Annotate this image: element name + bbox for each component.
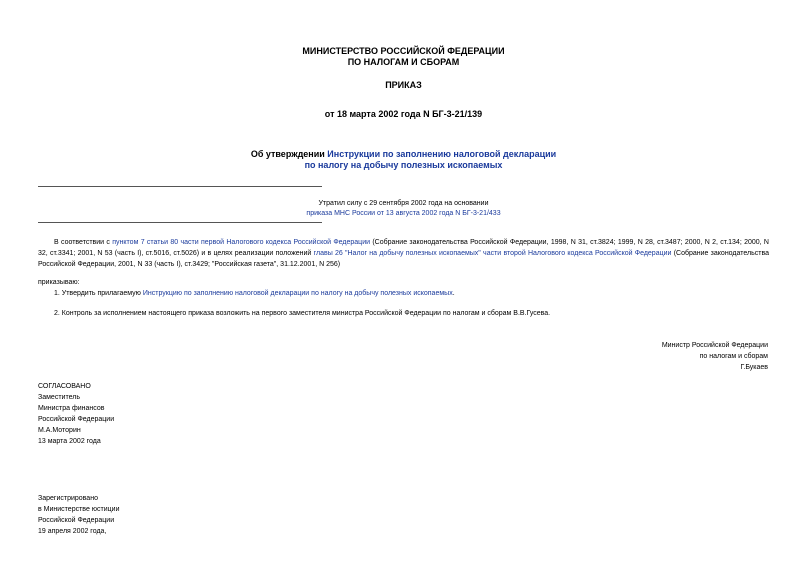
order-item-1-end: . [452, 290, 455, 297]
status-link-order[interactable]: приказа МНС России от 13 августа 2002 года N БГ-3-21/433 [306, 210, 501, 217]
link-tax-code-article-80[interactable]: пунктом 7 статьи 80 части первой Налогового кодекса Российской Федерации [112, 239, 371, 246]
document-title-line2 [0, 160, 807, 171]
preamble-text-3: (Собрание законодательства Российской Федерации, 2001, N 33 (часть I), ст.3429; "Российская газета", 31.12.2001, N 256) [38, 250, 770, 268]
document-date: от 18 марта 2002 года N БГ-3-21/139 [324, 109, 483, 119]
agreed-line-6: 13 марта 2002 года [38, 438, 101, 445]
link-instruction[interactable]: Инструкцию по заполнению налоговой декларации по налогу на добычу полезных ископаемых [142, 290, 453, 297]
order-word: приказываю: [38, 279, 80, 286]
preamble-text-1: В соответствии с [54, 239, 113, 246]
signature-line-1: Министр Российской Федерации [661, 342, 768, 349]
document-type: ПРИКАЗ [385, 80, 422, 90]
agreed-line-4: Российской Федерации [38, 416, 115, 423]
agreed-line-1: СОГЛАСОВАНО [38, 383, 91, 390]
signature-line-3: Г.Букаев [740, 364, 768, 371]
title-prefix: Об утверждении [250, 149, 328, 159]
registered-line-4: 19 апреля 2002 года, [38, 528, 107, 535]
signature-block [662, 340, 768, 373]
title-link-instruction[interactable]: Инструкции по заполнению налоговой декларации [327, 149, 557, 159]
agreed-line-3: Министра финансов [38, 405, 105, 412]
agreed-line-2: Заместитель [38, 394, 80, 401]
registered-line-1: Зарегистрировано [38, 495, 98, 502]
signature-line-2: по налогам и сборам [699, 353, 768, 360]
order-item-1-text: 1. Утвердить прилагаемую [54, 290, 143, 297]
agreed-line-5: М.А.Моторин [38, 427, 81, 434]
status-line: Утратил силу с 29 сентября 2002 года на основании [318, 200, 489, 207]
registered-block [38, 493, 119, 537]
registered-line-3: Российской Федерации [38, 517, 115, 524]
agreed-block [38, 381, 114, 447]
status-link-wrap [0, 209, 807, 219]
order-item-2: 2. Контроль за исполнением настоящего приказа возложить на первого заместителя министра Российской Федерации по налогам и сборам В.В.Гусева. [54, 310, 551, 317]
link-tax-code-chapter-26[interactable]: главы 26 "Налог на добычу полезных ископаемых" части второй Налогового кодекса Российской Федерации [313, 250, 672, 257]
divider-top [38, 186, 322, 187]
ministry-name-line1: МИНИСТЕРСТВО РОССИЙСКОЙ ФЕДЕРАЦИИ [302, 46, 505, 56]
registered-line-2: в Министерстве юстиции [38, 506, 120, 513]
order-item-1 [54, 288, 455, 299]
title-link-instruction-cont[interactable]: по налогу на добычу полезных ископаемых [304, 160, 503, 170]
preamble-text-2: (Собрание законодательства Российской Федерации, 1998, N 31, ст.3824; 1999, N 28, ст.3487; 2000, N 2, ст.134; 2000, N 32, ст.3341; 2001, N 53 (часть I), ст.5016, ст.5026) и в целях реализации положений [38, 239, 769, 257]
ministry-name-line2: ПО НАЛОГАМ И СБОРАМ [347, 57, 460, 67]
document-title [0, 149, 807, 160]
preamble-paragraph [38, 237, 769, 270]
divider-bottom [38, 222, 322, 223]
